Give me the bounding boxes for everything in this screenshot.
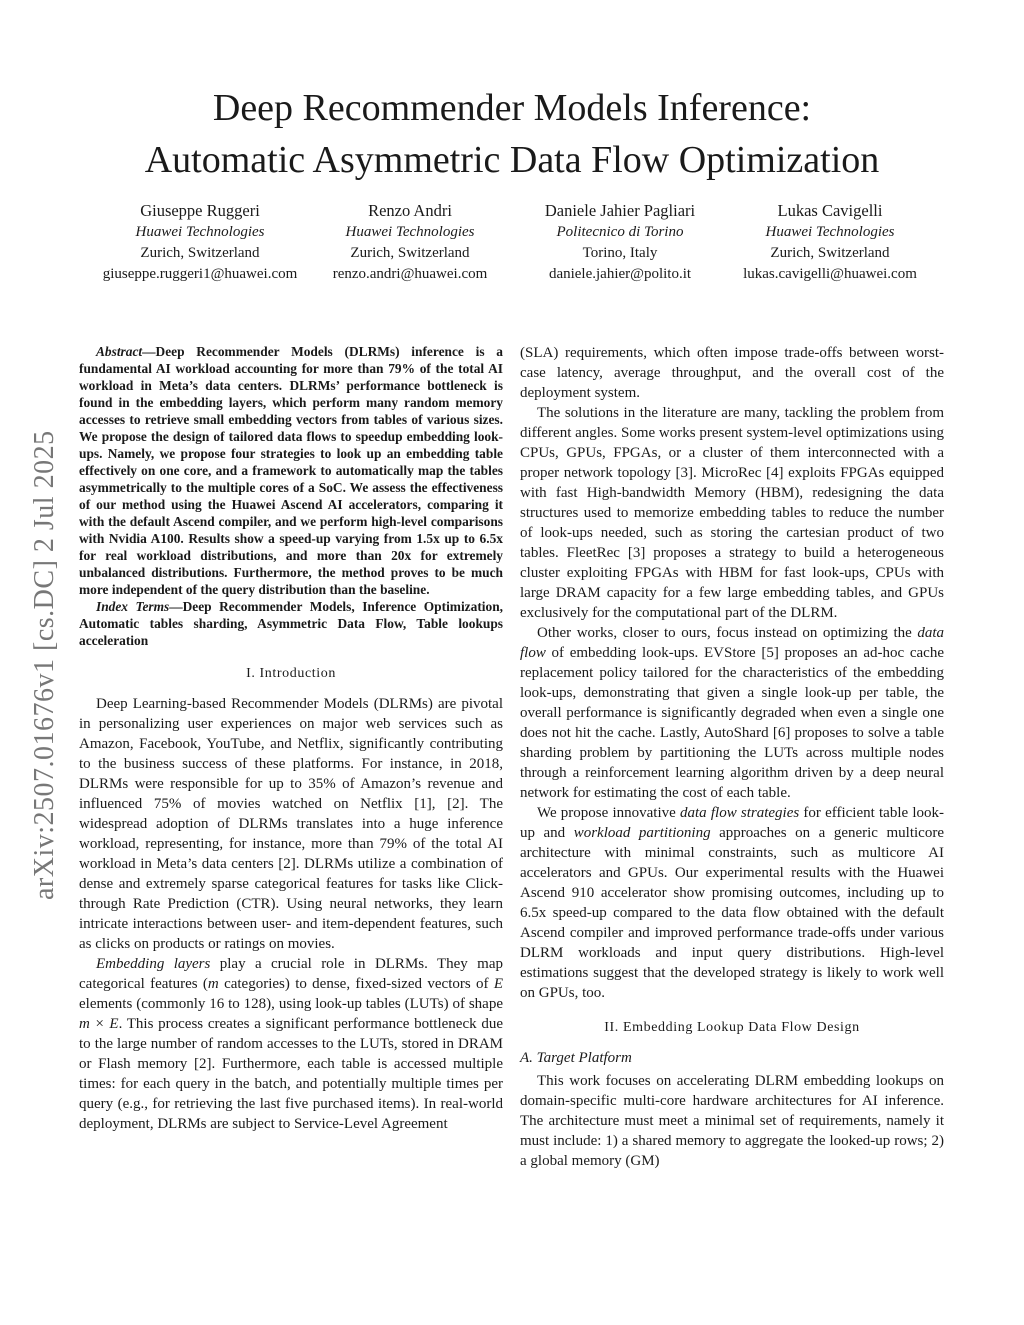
author-3 [515,200,725,285]
math-expression: m × E [79,1016,119,1032]
math-symbol: m [207,976,219,992]
author-email: daniele.jahier@polito.it [548,266,692,282]
abstract-text: —Deep Recommender Models (DLRMs) inference is a fundamental AI workload accounting for more than 79% of the total AI workload in Meta’s data centers. DLRMs’ performance bottleneck is found in the embedding layers, which perform many random memory accesses to retrieve small embedding vectors from tables of various sizes. We propose the design of tailored data flows to speedup embedding look-ups. Namely, we propose four strategies to look up an embedding table effectively on one core, and a framework to automatically map the tables asymmetrically to the multiple cores of a SoC. We assess the effectiveness of our method using the Huawei Ascend AI accelerators, comparing it with the default Ascend compiler, and we perform high-level comparisons with Nvidia A100. Results show a speed-up varying from 1.5x up to 6.5x for real workload distributions, and more than 20x for extremely unbalanced distributions. Furthermore, the method proves to be much more independent of the query distribution than the baseline. [79,344,503,597]
paper-title [80,82,944,186]
author-block [95,200,935,285]
left-column [79,343,503,1134]
section-heading-data-flow-design: II. Embedding Lookup Data Flow Design [604,1020,860,1035]
emphasis-text: workload partitioning [573,825,711,841]
author-affiliation: Politecnico di Torino [556,224,684,240]
author-1 [95,200,305,285]
author-email: giuseppe.ruggeri1@huawei.com [102,266,298,282]
emphasis-text: data flow strategies [680,805,800,821]
author-4 [725,200,935,285]
intro-paragraph-4: Other works, closer to ours, focus instead on optimizing the data flow of embedding look-ups. EVStore [5] proposes an ad-hoc cache replacement policy tailored for the characteristics of the embedding look-ups, demonstrating that given a single look-up per table, the overall performance is significantly degraded when even a single one does not hit the cache. Lastly, AutoShard [6] proposes to solve a table sharding problem by partitioning the LUTs across multiple nodes through a reinforcement learning algorithm driven by a deep neural network for estimating the cost of each table. [520,625,944,801]
emphasis-text: data flow [520,625,944,661]
intro-paragraph-3: The solutions in the literature are many, tackling the problem from different angles. Some works present system-level optimizations using CPUs, GPUs, FPGAs, or a cluster of them interconnected with a proper network topology [3]. MicroRec [4] exploits FPGAs equipped with fast High-bandwidth Memory (HBM), redesigning the data structures used to memorize embedding tables to reduce the number of look-ups needed, such as storing the cartesian product of two tables. FleetRec [3] proposes a strategy to build a heterogeneous cluster exploiting FPGAs with HBM for fast look-ups, CPUs with large DRAM capacity for a few large embedding tables, and GPUs exclusively for the computational part of the DLRM. [520,405,944,621]
emphasis-text: Embedding layers [96,956,211,972]
index-terms [79,598,503,649]
author-location: Zurich, Switzerland [350,245,470,261]
author-affiliation: Huawei Technologies [345,224,475,240]
title-line-1: Deep Recommender Models Inference: [212,87,812,129]
arxiv-identifier: arXiv:2507.01676v1 [cs.DC] 2 Jul 2025 [29,430,60,900]
index-terms-lead: Index Terms [96,599,170,614]
section-heading-introduction: I. Introduction [246,666,336,681]
title-line-2: Automatic Asymmetric Data Flow Optimization [144,139,880,181]
author-2 [305,200,515,285]
author-email: renzo.andri@huawei.com [332,266,488,282]
author-location: Torino, Italy [582,245,658,261]
index-terms-text: —Deep Recommender Models, Inference Optimization, Automatic tables sharding, Asymmetric Data Flow, Table lookups acceleration [79,599,503,648]
author-location: Zurich, Switzerland [770,245,890,261]
intro-paragraph-1: Deep Learning-based Recommender Models (DLRMs) are pivotal in personalizing user experiences on major web services such as Amazon, Facebook, YouTube, and Netflix, significantly contributing to the business success of these platforms. For instance, in 2018, DLRMs were responsible for up to 35% of Amazon’s revenue and influenced 75% of movies watched on Netflix [1], [2]. The widespread adoption of DLRMs translates into a huge inference workload, representing, for instance, more than 79% of the total AI workload in Meta’s data centers [2]. DLRMs utilize a combination of dense and extremely sparse categorical features for tasks like Click-through Rate Prediction (CTR). Using neural networks, they learn intricate interactions between user- and item-dependent features, such as clicks on products or ratings on movies. [79,696,503,952]
author-name: Renzo Andri [368,201,452,220]
intro-paragraph-5: We propose innovative data flow strategies for efficient table look-up and workload partitioning approaches on a generic multicore architecture with minimal constraints, such as multicore AI accelerators and GPUs. Our experimental results with the Huawei Ascend 910 accelerator show promising outcomes, including up to 6.5x speed-up compared to the data flow obtained with the default Ascend compiler and improved performance trade-offs under various DLRM workloads and input query distributions. High-level estimations suggest that the developed strategy is likely to work well on GPUs, too. [520,805,944,1001]
intro-paragraph-2-continued: (SLA) requirements, which often impose trade-offs between worst-case latency, average throughput, and the overall cost of the deployment system. [520,345,944,401]
math-symbol: E [493,976,504,992]
author-name: Giuseppe Ruggeri [140,201,260,220]
author-name: Lukas Cavigelli [777,201,883,220]
subsection-heading-target-platform: A. Target Platform [520,1050,632,1066]
right-column [520,343,944,1171]
author-email: lukas.cavigelli@huawei.com [743,266,917,282]
author-name: Daniele Jahier Pagliari [544,201,696,220]
author-location: Zurich, Switzerland [140,245,260,261]
abstract [79,343,503,598]
target-platform-paragraph: This work focuses on accelerating DLRM embedding lookups on domain-specific multi-core hardware architectures for AI inference. The architecture must meet a minimal set of requirements, namely it must include: 1) a shared memory to aggregate the looked-up rows; 2) a global memory (GM) [520,1073,944,1169]
abstract-lead: Abstract [96,344,143,359]
author-affiliation: Huawei Technologies [135,224,265,240]
intro-paragraph-2: Embedding layers play a crucial role in DLRMs. They map categorical features (m categories) to dense, fixed-sized vectors of E elements (commonly 16 to 128), using look-up tables (LUTs) of shape m × E. This process creates a significant performance bottleneck due to the large number of random accesses to the LUTs, stored in DRAM or Flash memory [2]. Furthermore, each table is accessed multiple times: for each query in the batch, and potentially multiple times per query (e.g., for retrieving the last five purchased items). In real-world deployment, DLRMs are subject to Service-Level Agreement [79,956,504,1132]
author-affiliation: Huawei Technologies [765,224,895,240]
